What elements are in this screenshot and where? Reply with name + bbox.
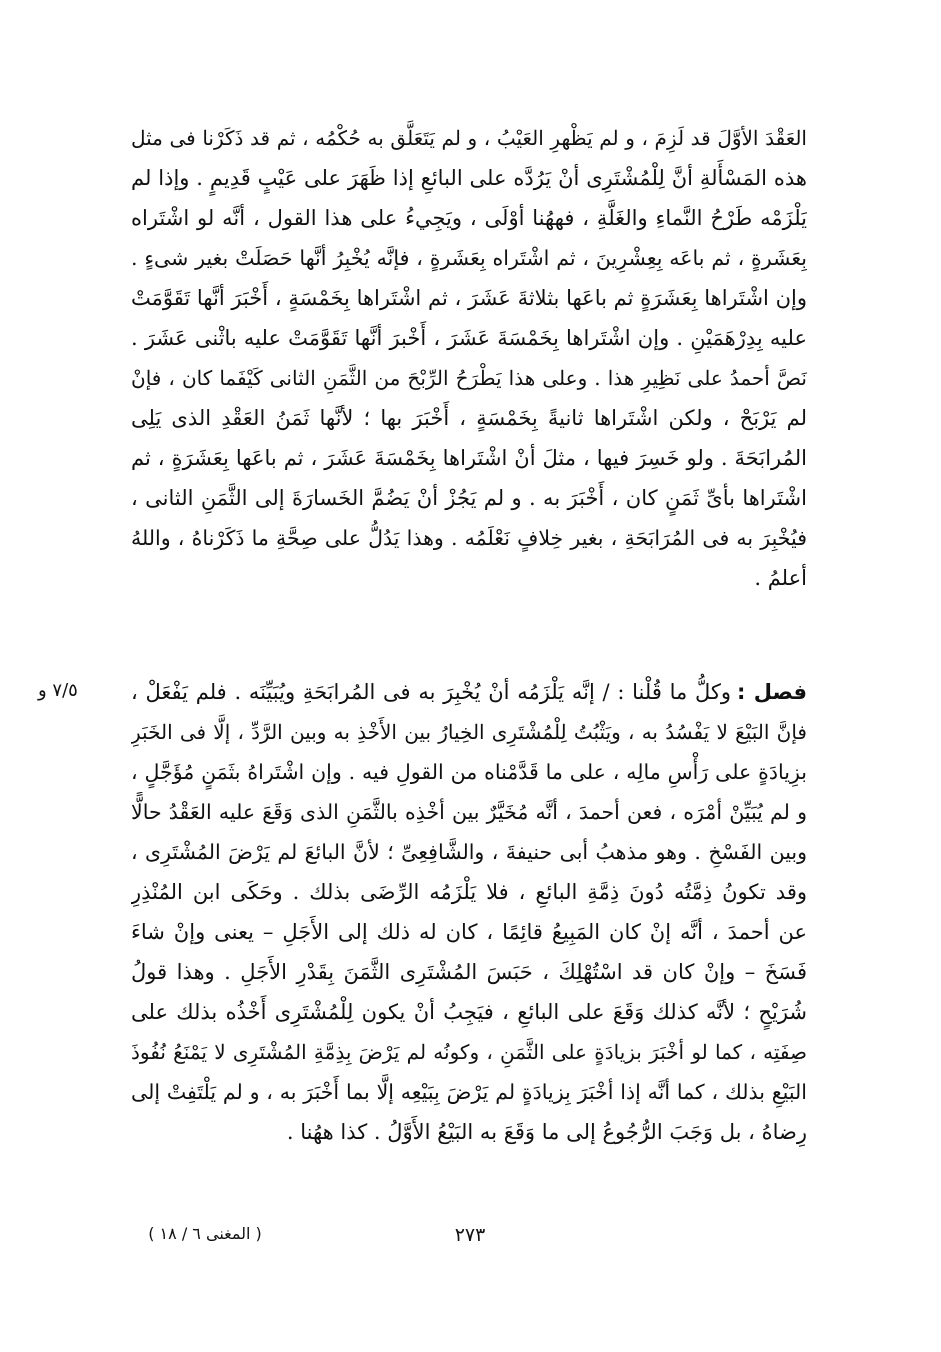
text-line: المُرابَحَةَ . ولو خَسِرَ فيها ، مثلَ أنْ اشْتَراها بِخَمْسَةَ عَشَرَ ، ثم باعَها بِعَشَرَةٍ ، ثم [131,446,807,470]
text-line: عن أحمدَ ، أنَّه إنْ كان المَبِيعُ قائِمًا ، كان له ذلك إلى الأَجَلِ – يعنى وإنْ شاءَ [131,920,807,944]
text-line: لم يَرْبَحْ ، ولكن اشْتَراها ثانيةً بِخَمْسَةٍ ، أَخْبَرَ بها ؛ لأنَّها ثَمَنُ العَقْدِ الذى يَلِى [131,406,807,430]
text-line: بزِيادَةٍ على رَأْسِ مالِه ، على ما قَدَّمْناه من القولِ فيه . وإن اشْتَراهُ بثَمَنٍ مُؤَجَّلٍ ، [131,760,807,784]
margin-folio-note: ٧/٥ و [38,680,78,701]
paragraph-1 [131,118,807,598]
text-line: عليه بِدِرْهَمَيْنِ . وإن اشْتَراها بِخَمْسَةَ عَشَرَ ، أَخْبرَ أنَّها تَقَوَّمَتْ عليه باثْنى عَشَرَ . [131,326,807,350]
text-line: البَيْعِ بذلك ، كما أنَّه إذا أخْبَرَ بِزيادَةٍ لم يَرْضَ بِبَيْعِه إلَّا بما أَخْبَرَ به ، و لم يَلْتَفِتْ إلى [131,1080,807,1104]
text-line: شُرَيْحٍ ؛ لأنَّه كذلك وَقَعَ على البائعِ ، فيَجِبُ أنْ يكون لِلْمُشْتَرِى أَخْذُه بذلك على [131,1000,807,1024]
page-number: ٢٧٣ [454,1224,486,1246]
text-line: نَصَّ أحمدُ على نَظِيرِ هذا . وعلى هذا يَطْرَحُ الرِّبْحَ من الثَّمَنِ الثانى كَيْفَما كان ، فإنْ [131,366,807,390]
text-line: أعلمُ . [754,566,807,590]
paragraph-2 [131,672,807,1152]
text-line: و لم يُبَيِّنْ أمْرَه ، فعن أحمدَ ، أنَّه مُخَيَّرٌ بين أخْذِه بالثَّمَنِ الذى وَقَعَ عليه العَقْدُ حالًّا [131,800,807,824]
page-footer [0,1224,941,1254]
text-line: وإن اشْتَراها بِعَشَرَةٍ ثم باعَها بثلاثةَ عَشَرَ ، ثم اشْتَراها بِخَمْسَةٍ ، أَخْبَرَ أنَّها تَقَوَّمَتْ [131,286,807,310]
text-line: فَسَخَ – وإنْ كان قد اسْتُهْلِكَ ، حَبَسَ المُشْتَرِى الثَّمَنَ بِقَدْرِ الأَجَلِ . وهذا قولُ [131,960,807,984]
text-line: هذه المَسْأَلةِ أنَّ لِلْمُشْتَرِى أنْ يَرُدَّه على البائعِ إذا ظَهَرَ على عَيْبٍ قَدِيمٍ . وإذا لم [131,166,807,190]
text-line: العَقْدَ الأوَّلَ قد لَزِمَ ، و لم يَظْهرِ العَيْبُ ، و لم يَتَعَلَّق به حُكْمُه ، ثم قد ذَكَرْنا فى مثل [131,126,807,150]
text-line: وبين الفَسْخِ . وهو مذهبُ أبى حنيفةَ ، والشَّافِعِىِّ ؛ لأنَّ البائعَ لم يَرْضَ المُشْتَرِى ، [131,840,807,864]
text-line: فإنَّ البَيْعَ لا يَفْسُدُ به ، ويَثْبُتُ لِلْمُشْتَرِى الخِيارُ بين الأَخْذِ به وبين الرَّدِّ ، إلَّا فى الخَبَرِ [131,720,807,744]
volume-reference: ( المغنى ٦ / ١٨ ) [148,1224,262,1243]
text-line: بِعَشَرةٍ ، ثم باعَه بِعِشْرِينَ ، ثم اشْتَراه بِعَشَرةٍ ، فإنَّه يُخْبِرُ أنَّها حَصَلَتْ بغير شىءٍ . [131,246,807,270]
text-line: يَلْزَمْه طَرْحُ النَّماءِ والغَلَّةِ ، فههُنا أوْلَى ، ويَجِيءُ على هذا القول ، أنَّه لو اشْتَراه [131,206,807,230]
text-line [131,672,807,712]
text-line: اشْتَراها بأىِّ ثَمَنٍ كان ، أَخْبَرَ به . و لم يَجُزْ أنْ يَضُمَّ الخَسارَةَ إلى الثَّمَنِ الثانى ، [131,486,807,510]
section-first-line: وكلُّ ما قُلْنا : / إنَّه يَلْزَمُه أنْ يُخْبِرَ به فى المُرابَحَةِ ويُبَيِّنَه . فلم يَفْعَلْ ، [131,680,732,704]
text-line: رِضاهُ ، بل وَجَبَ الرُّجُوعُ إلى ما وَقَعَ به البَيْعُ الأَوَّلُ . كذا ههُنا . [286,1120,807,1144]
text-line: وقد تكونُ ذِمَّتُه دُونَ ذِمَّةِ البائعِ ، فلا يَلْزَمُه الرِّضَى بذلك . وحَكَى ابن المُنْذِرِ [131,880,807,904]
text-line: صِفَتِه ، كما لو أخْبَرَ بزيادَةٍ على الثَّمَنِ ، وكونُه لم يَرْضَ بِذِمَّةِ المُشْتَرِى لا يَمْنَعُ نُفُوذَ [131,1040,807,1064]
text-line: فيُخْبِرَ به فى المُرَابَحَةِ ، بغير خِلافٍ نَعْلَمُه . وهذا يَدُلُّ على صِحَّةِ ما ذَكَرْناهُ ، واللهُ [131,526,807,550]
section-heading: فصل : [737,680,807,704]
